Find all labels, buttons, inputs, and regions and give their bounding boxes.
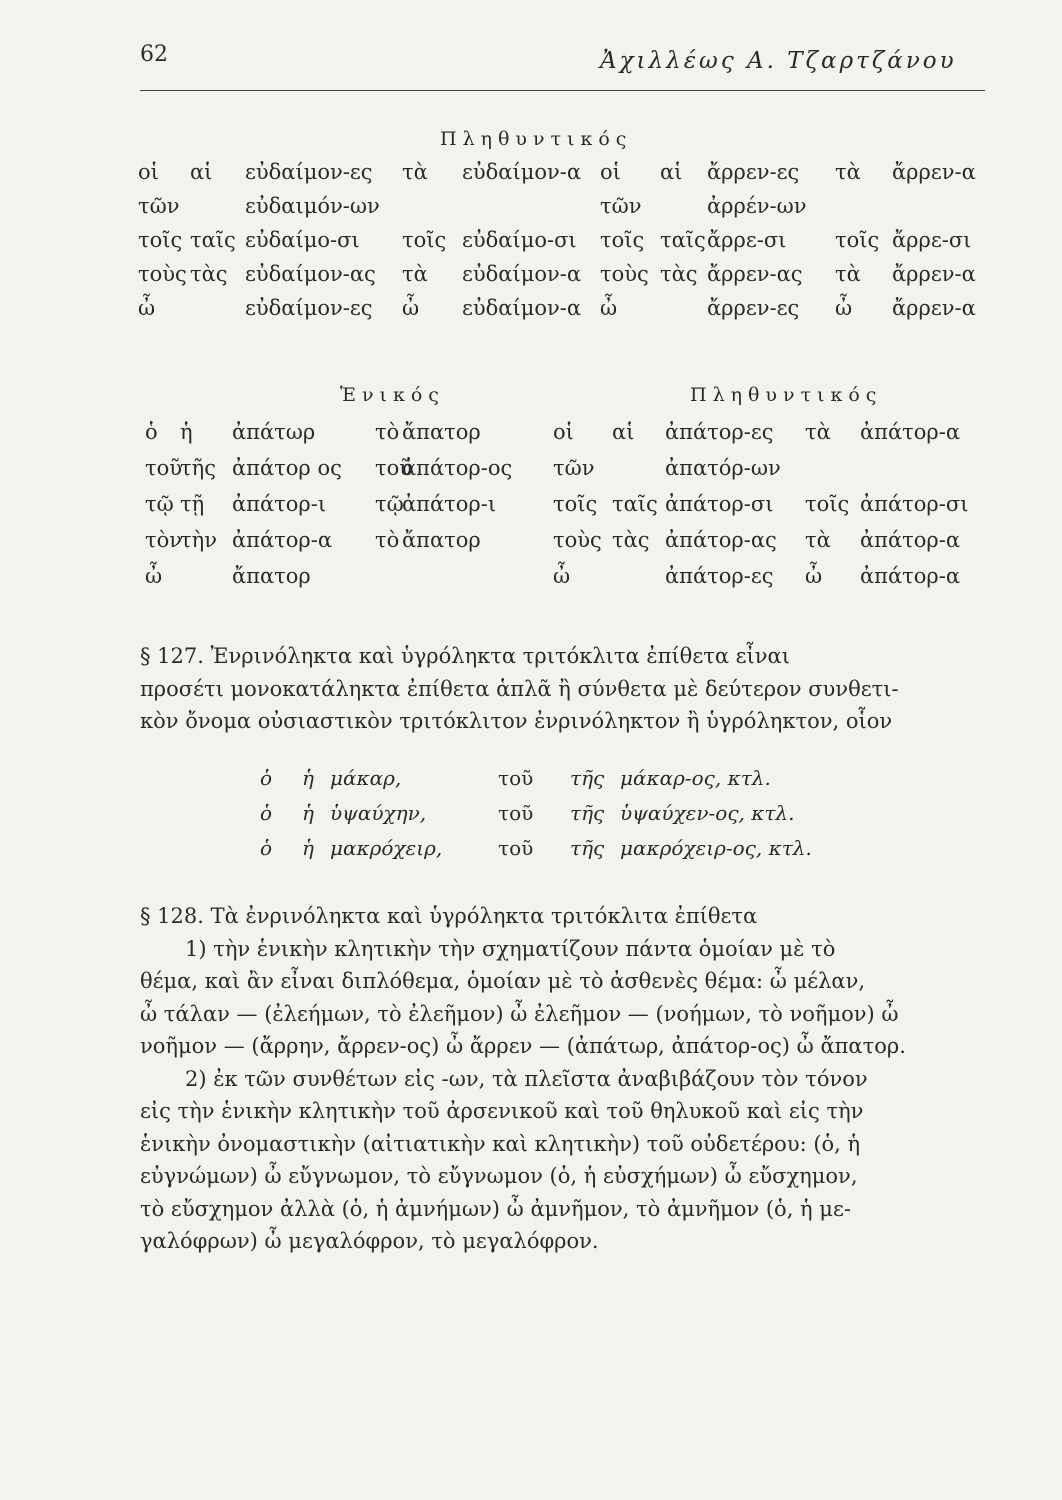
table-cell: ἀπάτορ-ες xyxy=(665,420,774,444)
example-cell: ἡ xyxy=(302,836,314,860)
table-cell: ὦ xyxy=(402,296,420,320)
table-cell: ἄπατορ xyxy=(232,564,311,588)
table-cell: ὦ xyxy=(553,564,571,588)
example-row xyxy=(0,836,1062,870)
table-cell: τοῦ xyxy=(375,456,413,480)
example-cell: μάκαρ, xyxy=(330,766,402,790)
table-row xyxy=(0,492,1062,528)
example-row xyxy=(0,801,1062,835)
s128-line: § 128. Τὰ ἐνρινόληκτα καὶ ὑγρόληκτα τριτόκλιτα ἐπίθετα xyxy=(140,904,758,928)
table-cell: ἀπάτορ-ες xyxy=(665,564,774,588)
table-cell: ἀπατόρ-ων xyxy=(665,456,781,480)
example-cell: τῆς xyxy=(570,801,605,825)
table-cell: ἄρρεν-ας xyxy=(707,262,803,286)
example-cell: μακρόχειρ, xyxy=(330,836,443,860)
s128-line: νοῆμον — (ἄρρην, ἄρρεν-ος) ὦ ἄρρεν — (ἀπάτωρ, ἀπάτορ-ος) ὦ ἄπατορ. xyxy=(140,1034,906,1058)
table-row xyxy=(0,160,1062,196)
table-cell: εὐδαίμο-σι xyxy=(245,228,360,252)
table-cell: εὐδαίμον-α xyxy=(462,296,582,320)
table-cell: τὰ xyxy=(805,528,831,552)
table-cell: ἀπάτορ-ι xyxy=(402,492,497,516)
example-cell: ὁ xyxy=(260,801,273,825)
table-cell: ἀπάτορ-ι xyxy=(232,492,327,516)
table-cell: ἄρρε-σι xyxy=(707,228,787,252)
running-title: Ἀχιλλέως Α. Τζαρτζάνου xyxy=(600,48,957,74)
example-cell: τῆς xyxy=(570,766,605,790)
table-row xyxy=(0,456,1062,492)
table-cell: ἀπάτορ-ας xyxy=(665,528,777,552)
example-cell: τῆς xyxy=(570,836,605,860)
example-cell: ὑψαύχην, xyxy=(330,801,427,825)
table-cell: ὦ xyxy=(600,296,618,320)
table-cell: τὸ xyxy=(375,528,400,552)
table-cell: αἱ xyxy=(612,420,635,444)
table-cell: εὐδαίμον-ας xyxy=(245,262,376,286)
table-cell: τῷ xyxy=(145,492,174,516)
table-cell: τοῖς xyxy=(805,492,850,516)
table-cell: τοὺς xyxy=(138,262,187,286)
table-cell: αἱ xyxy=(660,160,683,184)
section-127 xyxy=(140,640,975,738)
s128-line: θέμα, καὶ ἂν εἶναι διπλόθεμα, ὁμοίαν μὲ τὸ ἀσθενὲς θέμα: ὦ μέλαν, xyxy=(140,969,866,993)
example-cell: μακρόχειρ-ος, κτλ. xyxy=(620,836,812,860)
table-cell: ἄρρεν-α xyxy=(892,262,976,286)
table-cell: τὰ xyxy=(835,262,861,286)
table-cell: ἀπάτορ-α xyxy=(232,528,333,552)
table-cell: ταῖς xyxy=(190,228,236,252)
table-cell: ὦ xyxy=(138,296,156,320)
page-number: 62 xyxy=(140,42,168,67)
table-cell: τὰ xyxy=(835,160,861,184)
table-cell: εὐδαίμον-ες xyxy=(245,160,373,184)
table-cell: τὰ xyxy=(805,420,831,444)
example-row xyxy=(0,766,1062,800)
s128-line: 1) τὴν ἑνικὴν κλητικὴν τὴν σχηματίζουν πάντα ὁμοίαν μὲ τὸ xyxy=(185,936,836,961)
table-cell: τὸ xyxy=(375,420,400,444)
table-cell: τοῖς xyxy=(138,228,183,252)
table-cell: ἀπάτορ-σι xyxy=(665,492,774,516)
table-cell: αἱ xyxy=(190,160,213,184)
example-cell: τοῦ xyxy=(498,801,534,825)
table-cell: ἄπατορ xyxy=(402,420,481,444)
table-cell: ἀρρέν-ων xyxy=(707,194,807,218)
table-cell: τὰς xyxy=(660,262,698,286)
table-cell: τῆς xyxy=(180,456,216,480)
table-cell: τὸν xyxy=(145,528,183,552)
singular-heading: Ἑνικός xyxy=(340,384,445,406)
s128-line: τὸ εὔσχημον ἀλλὰ (ὁ, ἡ ἀμνήμων) ὦ ἀμνῆμον, τὸ ἀμνῆμον (ὁ, ἡ με- xyxy=(140,1196,851,1221)
s127-line: προσέτι μονοκατάληκτα ἐπίθετα ἁπλᾶ ἢ σύνθετα μὲ δεύτερον συνθετι- xyxy=(140,676,899,701)
s128-line: εὐγνώμων) ὦ εὔγνωμον, τὸ εὔγνωμον (ὁ, ἡ εὐσχήμων) ὦ εὔσχημον, xyxy=(140,1164,858,1188)
s128-line: ἑνικὴν ὀνομαστικὴν (αἰτιατικὴν καὶ κλητικὴν) τοῦ οὐδετέρου: (ὁ, ἡ xyxy=(140,1131,861,1156)
section-128 xyxy=(140,900,975,1258)
plural-heading-2: Πληθυντικός xyxy=(690,384,883,406)
table-cell: ἡ xyxy=(180,420,193,444)
table-cell: τῶν xyxy=(553,456,595,480)
example-cell: μάκαρ-ος, κτλ. xyxy=(620,766,771,790)
table-row xyxy=(0,296,1062,332)
table-cell: ἀπάτορ-α xyxy=(860,420,961,444)
table-cell: τοὺς xyxy=(553,528,602,552)
table-cell: ἄπατορ xyxy=(402,528,481,552)
table-cell: ὁ xyxy=(145,420,158,444)
table-cell: τῇ xyxy=(180,492,205,516)
table-cell: ὦ xyxy=(805,564,823,588)
table-row xyxy=(0,262,1062,298)
table-row xyxy=(0,194,1062,230)
table-cell: ἀπάτορ-α xyxy=(860,528,961,552)
table-cell: οἱ xyxy=(553,420,574,444)
example-cell: τοῦ xyxy=(498,836,534,860)
table-cell: τῶν xyxy=(600,194,642,218)
table-cell: ἀπάτορ-ος xyxy=(402,456,513,480)
table-cell: ἀπάτωρ xyxy=(232,420,316,444)
table-cell: τὰς xyxy=(190,262,228,286)
table-cell: τοῖς xyxy=(835,228,880,252)
header-rule xyxy=(140,90,985,91)
table-row xyxy=(0,528,1062,564)
table-cell: εὐδαίμο-σι xyxy=(462,228,577,252)
table-cell: ἄρρεν-ες xyxy=(707,160,800,184)
s128-line: 2) ἐκ τῶν συνθέτων εἰς -ων, τὰ πλεῖστα ἀναβιβάζουν τὸν τόνον xyxy=(185,1066,868,1091)
table-cell: ὦ xyxy=(835,296,853,320)
table-cell: ἀπάτορ ος xyxy=(232,456,342,480)
table-cell: οἱ xyxy=(600,160,621,184)
table-cell: ἄρρεν-α xyxy=(892,296,976,320)
example-cell: τοῦ xyxy=(498,766,534,790)
table-cell: εὐδαίμον-α xyxy=(462,160,582,184)
table-cell: τὰ xyxy=(402,160,428,184)
table-cell: ταῖς xyxy=(612,492,658,516)
table-cell: τοῖς xyxy=(600,228,645,252)
s128-line: ὦ τάλαν — (ἐλεήμων, τὸ ἐλεῆμον) ὦ ἐλεῆμον — (νοήμων, τὸ νοῆμον) ὦ xyxy=(140,1001,899,1026)
table-cell: τὴν xyxy=(180,528,217,552)
table-cell: τὰ xyxy=(402,262,428,286)
plural-heading-1: Πληθυντικός xyxy=(440,128,633,150)
table-cell: ὦ xyxy=(145,564,163,588)
s128-line: γαλόφρων) ὦ μεγαλόφρον, τὸ μεγαλόφρον. xyxy=(140,1229,599,1253)
table-cell: εὐδαίμον-ες xyxy=(245,296,373,320)
table-cell: τὰς xyxy=(612,528,650,552)
example-cell: ὑψαύχεν-ος, κτλ. xyxy=(620,801,795,825)
table-cell: τοῖς xyxy=(402,228,447,252)
table-row xyxy=(0,564,1062,600)
table-cell: ἄρρεν-ες xyxy=(707,296,800,320)
table-cell: τῷ xyxy=(375,492,404,516)
table-cell: εὐδαιμόν-ων xyxy=(245,194,380,218)
s127-line: κὸν ὄνομα οὐσιαστικὸν τριτόκλιτον ἐνρινόληκτον ἢ ὑγρόληκτον, οἷον xyxy=(140,709,893,733)
example-cell: ἡ xyxy=(302,766,314,790)
table-cell: ταῖς xyxy=(660,228,706,252)
table-cell: τοῖς xyxy=(553,492,598,516)
table-cell: ἀπάτορ-α xyxy=(860,564,961,588)
table-cell: τῶν xyxy=(138,194,180,218)
page-header xyxy=(140,42,985,92)
table-row xyxy=(0,228,1062,264)
table-cell: εὐδαίμον-α xyxy=(462,262,582,286)
example-cell: ὁ xyxy=(260,836,273,860)
example-cell: ὁ xyxy=(260,766,273,790)
example-cell: ἡ xyxy=(302,801,314,825)
table-cell: ἀπάτορ-σι xyxy=(860,492,969,516)
table-row xyxy=(0,420,1062,456)
s127-line: § 127. Ἐνρινόληκτα καὶ ὑγρόληκτα τριτόκλιτα ἐπίθετα εἶναι xyxy=(140,644,790,668)
table-cell: ἄρρεν-α xyxy=(892,160,976,184)
table-cell: τοῦ xyxy=(145,456,183,480)
table-cell: τοὺς xyxy=(600,262,649,286)
s128-line: εἰς τὴν ἑνικὴν κλητικὴν τοῦ ἀρσενικοῦ καὶ τοῦ θηλυκοῦ καὶ εἰς τὴν xyxy=(140,1099,864,1123)
table-cell: ἄρρε-σι xyxy=(892,228,972,252)
table-cell: οἱ xyxy=(138,160,159,184)
